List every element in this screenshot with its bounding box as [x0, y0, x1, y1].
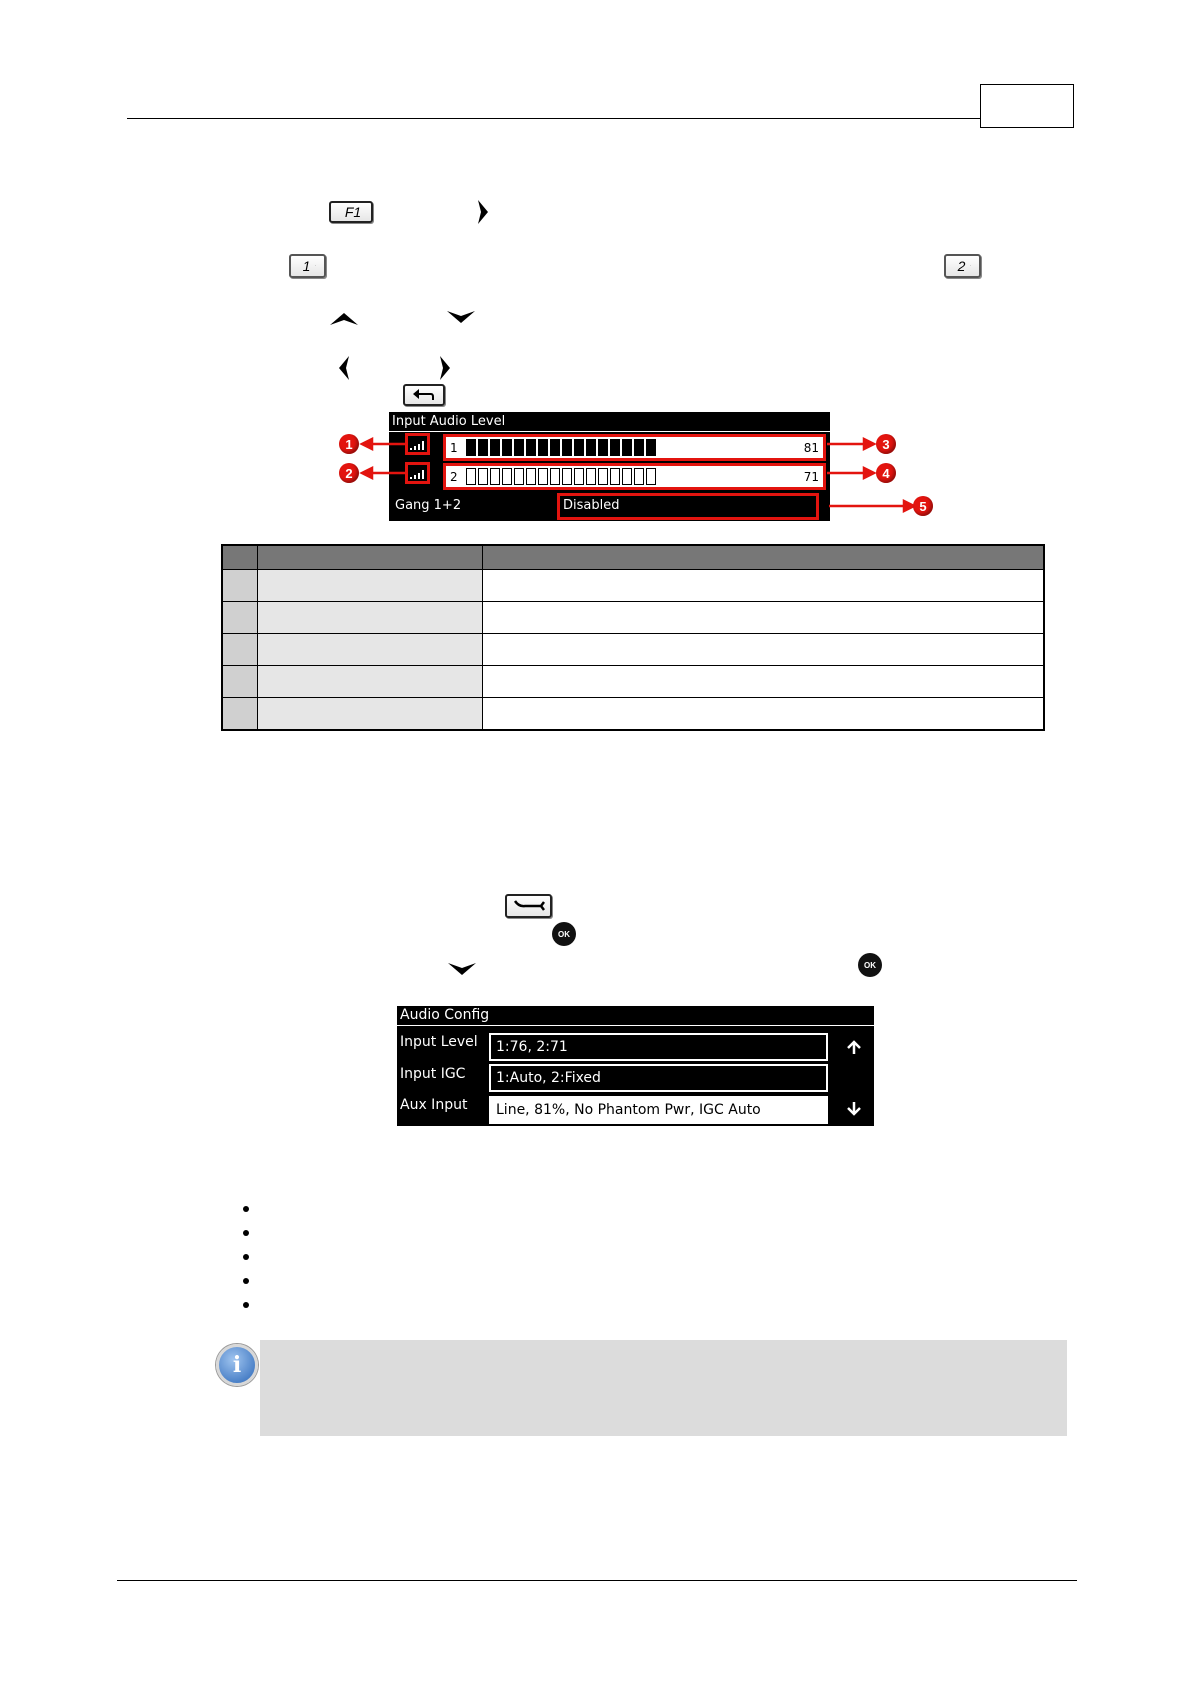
- aux-input-field: Line, 81%, No Phantom Pwr, IGC Auto: [489, 1096, 828, 1124]
- callout-2: 2: [339, 463, 359, 483]
- table-cell: [483, 602, 1045, 634]
- input-level-field: 1:76, 2:71: [489, 1033, 828, 1061]
- table-header-row: [222, 545, 1044, 570]
- table-header-cell: [258, 545, 483, 570]
- table-cell: [222, 698, 258, 731]
- one-key: 1 ·: [289, 254, 326, 278]
- input-igc-field: 1:Auto, 2:Fixed: [489, 1064, 828, 1092]
- two-key-label: 2: [957, 258, 966, 274]
- wrench-key: [505, 894, 552, 918]
- footer-rule: [117, 1580, 1077, 1581]
- channel-2-value: 71: [803, 469, 819, 484]
- table-header-cell: [222, 545, 258, 570]
- callout-3: 3: [876, 434, 896, 454]
- audio-config-screen: [397, 1006, 874, 1126]
- channel-1-value: 81: [803, 440, 819, 455]
- callout-1: 1: [339, 434, 359, 454]
- table-cell: [222, 570, 258, 602]
- one-key-label: 1: [302, 258, 311, 274]
- table-cell: [222, 602, 258, 634]
- table-row: [222, 634, 1044, 666]
- channel-2-number: 2: [450, 469, 458, 484]
- table-cell: [483, 698, 1045, 731]
- ok-label: OK: [558, 929, 570, 939]
- bullet: [243, 1254, 249, 1260]
- callout-5: 5: [913, 496, 933, 516]
- bullet: [243, 1278, 249, 1284]
- info-icon: i: [216, 1344, 258, 1386]
- bullet: [243, 1230, 249, 1236]
- wrench-icon: [513, 899, 545, 913]
- input-igc-label: Input IGC: [400, 1066, 466, 1082]
- note-box: [260, 1340, 1067, 1436]
- ok-button-icon: [552, 922, 576, 946]
- table-cell: [483, 570, 1045, 602]
- table-row: [222, 666, 1044, 698]
- scroll-up-icon: [847, 1040, 861, 1054]
- table-cell: [483, 634, 1045, 666]
- table-row: [222, 570, 1044, 602]
- channel-1-number: 1: [450, 440, 458, 455]
- callout-table: [221, 544, 1045, 731]
- scroll-down-icon: [847, 1102, 861, 1116]
- bullet: [243, 1302, 249, 1308]
- table-row: [222, 698, 1044, 731]
- input-audio-level-title: Input Audio Level: [389, 412, 830, 432]
- gang-label: Gang 1+2: [395, 498, 462, 513]
- table-cell: [258, 698, 483, 731]
- f1-key-label: F1: [344, 204, 362, 220]
- audio-config-title: Audio Config: [397, 1006, 874, 1026]
- two-key: 2 ·: [944, 254, 981, 278]
- table-cell: [222, 634, 258, 666]
- ok-button-icon: [858, 953, 882, 977]
- table-cell: [483, 666, 1045, 698]
- table-cell: [258, 634, 483, 666]
- table-header-cell: [483, 545, 1045, 570]
- ok-label: OK: [864, 960, 876, 970]
- down-arrow-icon: [448, 963, 476, 977]
- table-cell: [258, 570, 483, 602]
- aux-input-label: Aux Input: [400, 1097, 468, 1113]
- table-cell: [258, 666, 483, 698]
- callout-4: 4: [876, 463, 896, 483]
- input-level-label: Input Level: [400, 1034, 478, 1050]
- table-cell: [258, 602, 483, 634]
- table-cell: [222, 666, 258, 698]
- table-row: [222, 602, 1044, 634]
- bullet: [243, 1206, 249, 1212]
- gang-value: Disabled: [563, 498, 620, 513]
